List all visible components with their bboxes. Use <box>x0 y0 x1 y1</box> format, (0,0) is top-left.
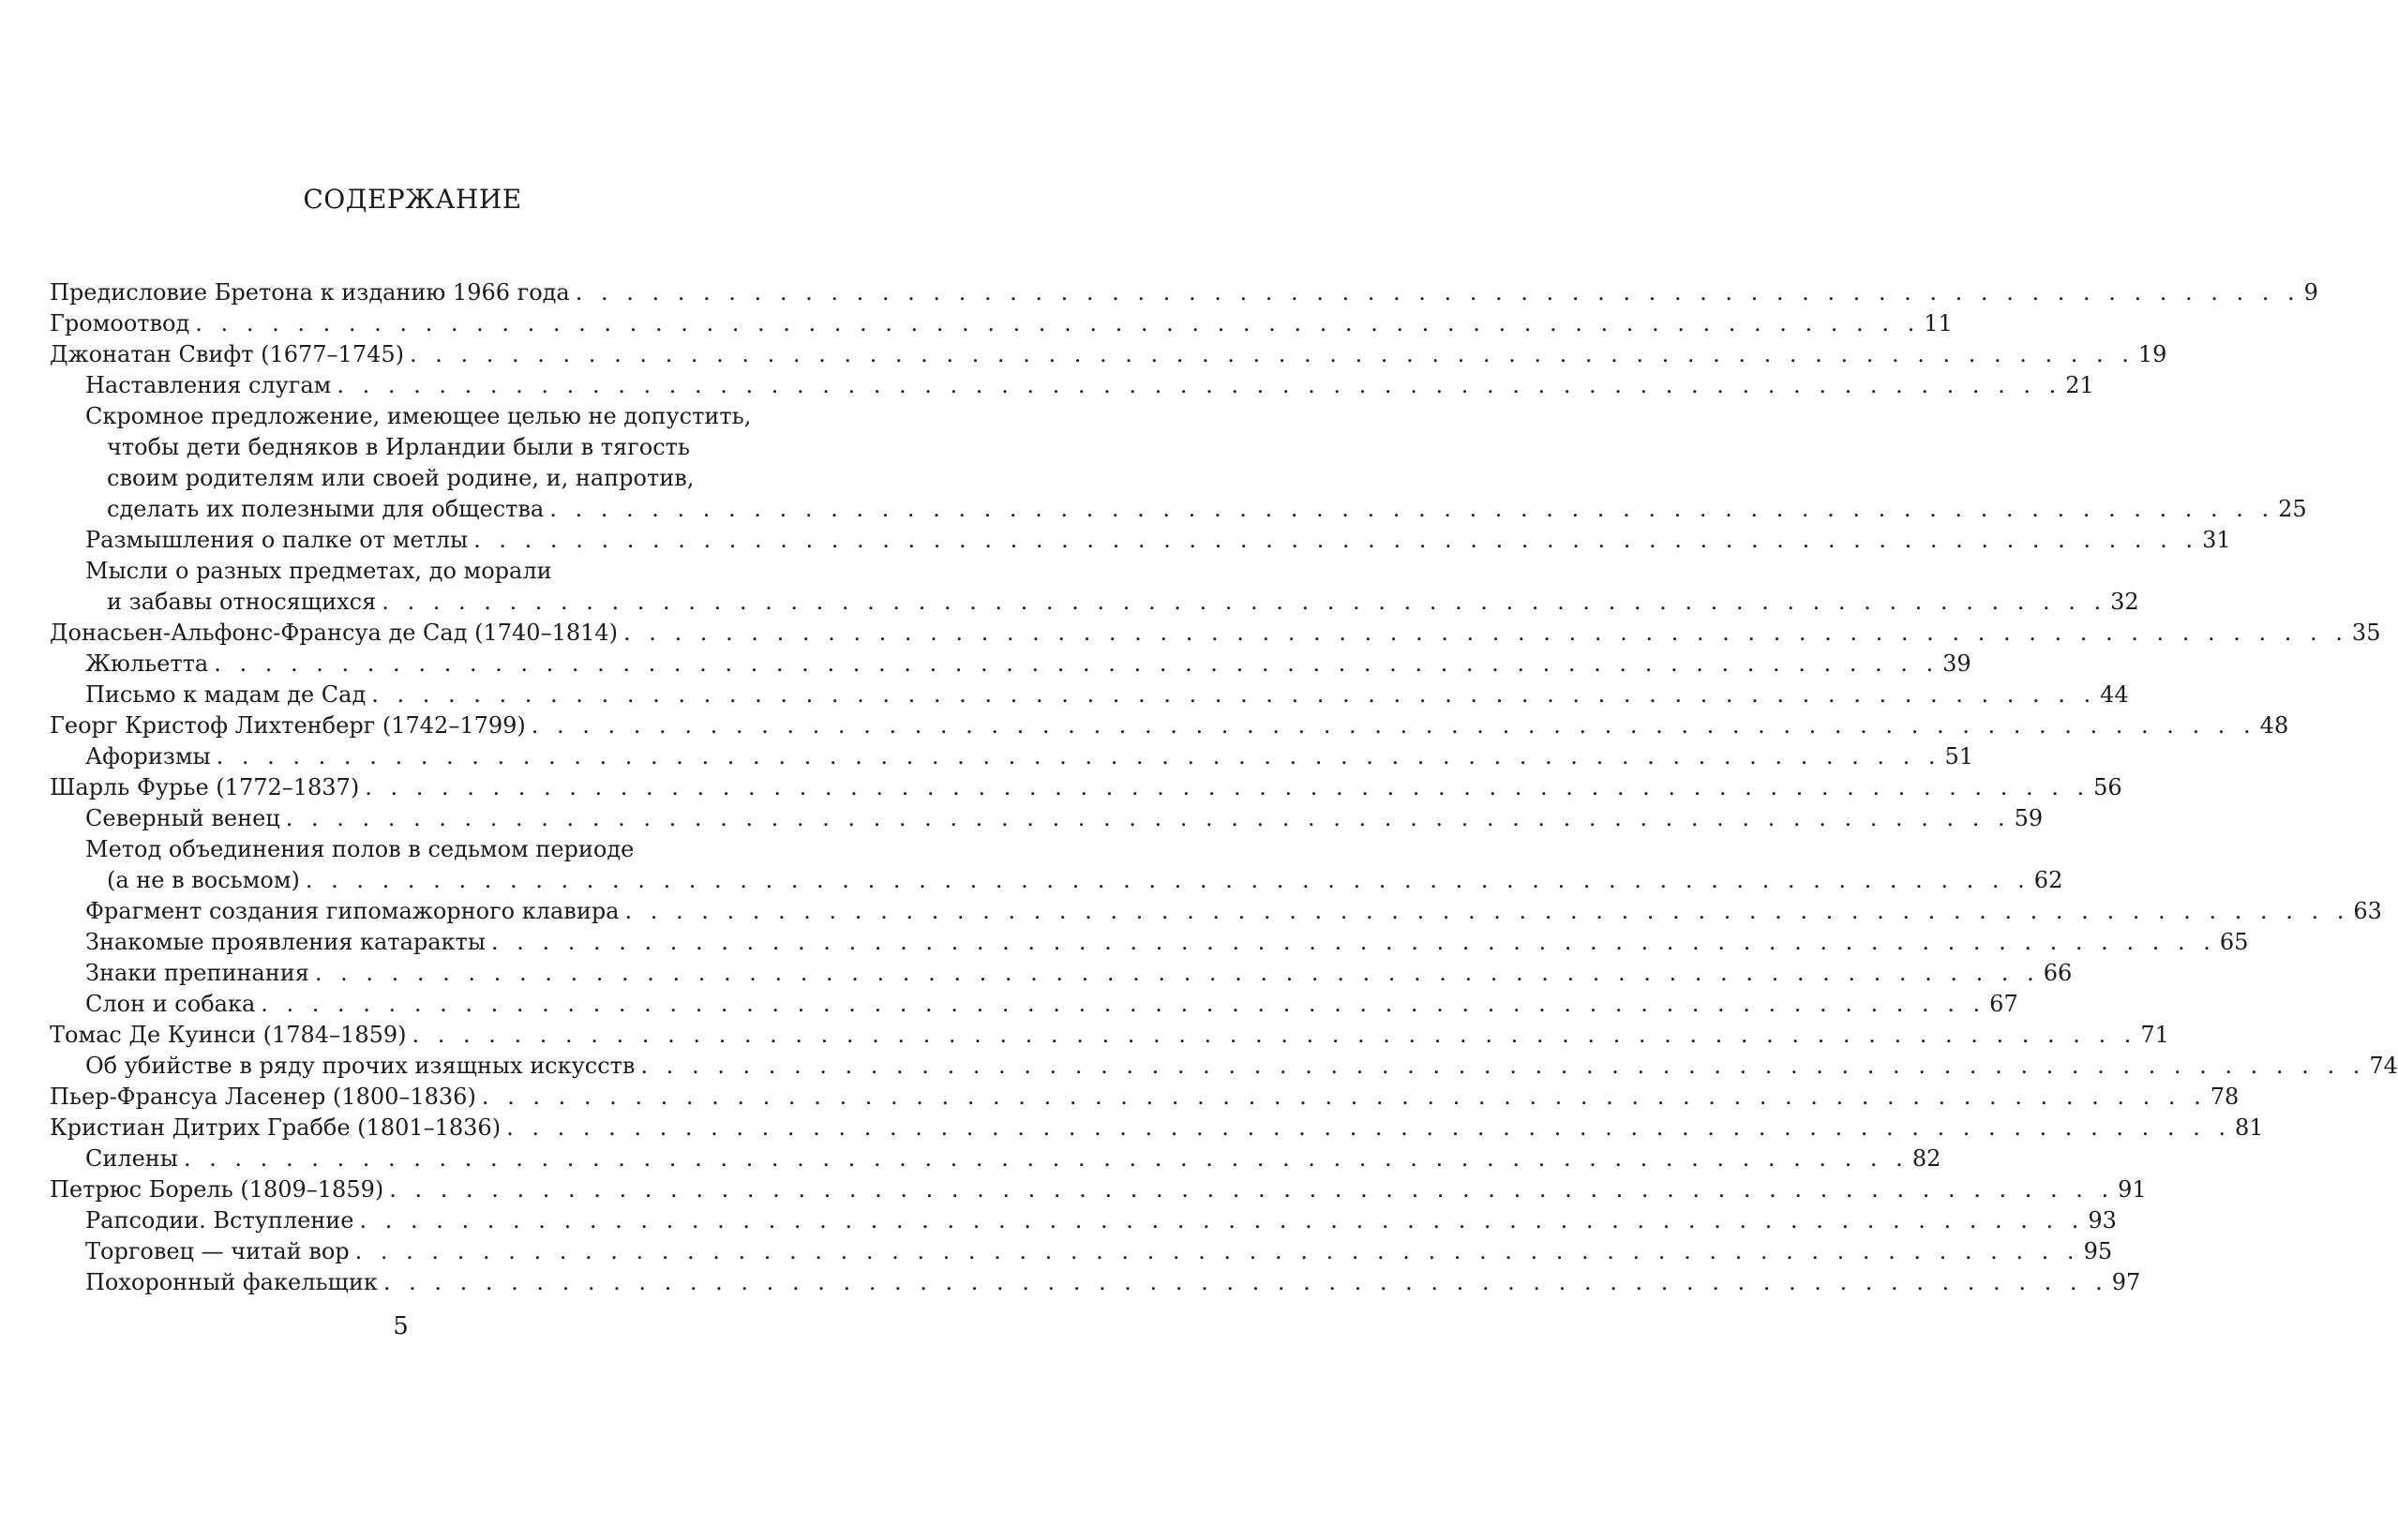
toc-entry-title: Предисловие Бретона к изданию 1966 года <box>50 279 570 306</box>
toc-entry <box>50 370 2094 401</box>
toc-entry-page: 62 <box>2033 867 2063 893</box>
toc-entry-title: (а не в восьмом) <box>107 867 300 893</box>
dot-leader: . . . . . . . . . . . . . . . . . . . . . . . . . . . . . . . . . . . . . . . . . . . . . . . . . . . . . . . . . . . . . . . . . . . . <box>575 279 2301 306</box>
toc-entry <box>50 401 790 432</box>
toc-entry-page: 59 <box>2014 805 2044 831</box>
toc-entry-title: Торговец — читай вор <box>85 1238 350 1264</box>
dot-leader: . . . . . . . . . . . . . . . . . . . . . . . . . . . . . . . . . . . . . . . . . . . . . . . . . . . . . . . . . . . . . . . . . . . . <box>549 496 2275 522</box>
dot-leader: . . . . . . . . . . . . . . . . . . . . . . . . . . . . . . . . . . . . . . . . . . . . . . . . . . . . . . . . . . . . . . . . . . . . <box>261 991 1986 1017</box>
toc-entry <box>50 896 2382 927</box>
toc-entry <box>50 463 790 494</box>
dot-leader: . . . . . . . . . . . . . . . . . . . . . . . . . . . . . . . . . . . . . . . . . . . . . . . . . . . . . . . . . . . . . . . . . . . . <box>640 1053 2366 1079</box>
toc-entry <box>50 587 2139 618</box>
toc-entry <box>50 308 1953 339</box>
toc-entry <box>50 803 2044 834</box>
toc-entry-title: Письмо к мадам де Сад <box>85 681 367 708</box>
dot-leader: . . . . . . . . . . . . . . . . . . . . . . . . . . . . . . . . . . . . . . . . . . . . . . . . . . . . . . . . . . . . . . . . . . . . <box>473 527 2199 553</box>
toc-entry-title: Жюльетта <box>85 650 209 677</box>
toc-entry-title: Северный венец <box>85 805 280 831</box>
toc-entry <box>50 927 2249 958</box>
dot-leader: . . . . . . . . . . . . . . . . . . . . . . . . . . . . . . . . . . . . . . . . . . . . . . . . . . . . . . . . . . . . . . . . . . . . <box>354 1238 2080 1264</box>
dot-leader: . . . . . . . . . . . . . . . . . . . . . . . . . . . . . . . . . . . . . . . . . . . . . . . . . . . . . . . . . . . . . . . . . . . . <box>382 589 2107 615</box>
toc-entry-page: 81 <box>2234 1114 2264 1141</box>
toc-entry <box>50 772 2122 803</box>
toc-entry-page: 39 <box>1942 650 1971 677</box>
toc-entry <box>50 865 2063 896</box>
dot-leader: . . . . . . . . . . . . . . . . . . . . . . . . . . . . . . . . . . . . . . . . . . . . . . . . . . . . . . . . . . . . . . . . . . . . <box>216 743 1941 770</box>
toc-entry-title: и забавы относящихся <box>107 589 377 615</box>
toc-entry-page: 65 <box>2219 929 2249 955</box>
toc-entry <box>50 1236 2113 1267</box>
toc-entry-page: 78 <box>2210 1084 2240 1110</box>
toc-entry-title: Знакомые проявления катаракты <box>85 929 486 955</box>
toc-entry-page: 91 <box>2118 1176 2147 1203</box>
toc-entry-page: 97 <box>2111 1269 2141 1295</box>
toc-entry-page: 93 <box>2088 1207 2117 1233</box>
toc-entry-title: Слон и собака <box>85 991 256 1017</box>
toc-entry-page: 44 <box>2100 681 2129 708</box>
toc-entry-title: Мысли о разных предметах, до морали <box>85 558 552 584</box>
toc-entry <box>50 1144 1941 1174</box>
dot-leader: . . . . . . . . . . . . . . . . . . . . . . . . . . . . . . . . . . . . . . . . . . . . . . . . . . . . . . . . . . . . . . . . . . . . <box>481 1084 2207 1110</box>
toc-entry <box>50 556 790 587</box>
toc-entry-title: Рапсодии. Вступление <box>85 1207 354 1233</box>
toc-entry <box>50 277 2318 308</box>
toc-entry-page: 35 <box>2351 620 2381 646</box>
toc-entry-title: Афоризмы <box>85 743 211 770</box>
toc-entry <box>50 958 2073 989</box>
dot-leader: . . . . . . . . . . . . . . . . . . . . . . . . . . . . . . . . . . . . . . . . . . . . . . . . . . . . . . . . . . . . . . . . . . . . <box>285 805 2011 831</box>
dot-leader: . . . . . . . . . . . . . . . . . . . . . . . . . . . . . . . . . . . . . . . . . . . . . . . . . . . . . . . . . . . . . . . . . . . . <box>382 1269 2108 1295</box>
toc-entry-title: Томас Де Куинси (1784–1859) <box>50 1022 407 1048</box>
toc-entry <box>50 741 1974 772</box>
toc-entry-page: 63 <box>2353 898 2382 924</box>
toc-entry <box>50 649 1971 680</box>
toc-entry-title: Силены <box>85 1145 178 1172</box>
toc-entry-title: Донасьен-Альфонс-Франсуа де Сад (1740–1814) <box>50 620 619 646</box>
toc-entry-title: Размышления о палке от метлы <box>85 527 469 553</box>
dot-leader: . . . . . . . . . . . . . . . . . . . . . . . . . . . . . . . . . . . . . . . . . . . . . . . . . . . . . . . . . . . . . . . . . . . . <box>305 867 2031 893</box>
toc-entry-page: 32 <box>2110 589 2139 615</box>
dot-leader: . . . . . . . . . . . . . . . . . . . . . . . . . . . . . . . . . . . . . . . . . . . . . . . . . . . . . . . . . . . . . . . . . . . . <box>337 372 2062 398</box>
toc-entry-title: Пьер-Франсуа Ласенер (1800–1836) <box>50 1084 476 1110</box>
toc-entry <box>50 1020 2169 1051</box>
toc-entry-page: 71 <box>2140 1022 2169 1048</box>
toc-entry-page: 82 <box>1911 1145 1941 1172</box>
toc-entry-title: своим родителям или своей родине, и, напротив, <box>107 465 695 491</box>
dot-leader: . . . . . . . . . . . . . . . . . . . . . . . . . . . . . . . . . . . . . . . . . . . . . . . . . . . . . . . . . . . . . . . . . . . . <box>359 1207 2085 1233</box>
toc-entry <box>50 1051 2398 1082</box>
toc-entry-page: 9 <box>2303 279 2318 306</box>
toc-entry <box>50 710 2289 741</box>
toc-entry <box>50 525 2231 556</box>
toc-entry-title: Фрагмент создания гипомажорного клавира <box>85 898 620 924</box>
toc-entry <box>50 1082 2240 1113</box>
toc-entry <box>50 618 2381 649</box>
dot-leader: . . . . . . . . . . . . . . . . . . . . . . . . . . . . . . . . . . . . . . . . . . . . . . . . . . . . . . . . . . . . . . . . . . . . <box>214 650 1940 677</box>
toc-entry <box>50 1174 2147 1205</box>
toc-entry <box>50 834 790 865</box>
dot-leader: . . . . . . . . . . . . . . . . . . . . . . . . . . . . . . . . . . . . . . . . . . . . . . . . . . . . . . . . . . . . . . . . . . . . <box>412 1022 2137 1048</box>
toc-entry-page: 48 <box>2259 712 2289 739</box>
toc-entry-page: 25 <box>2278 496 2307 522</box>
page-title: СОДЕРЖАНИЕ <box>303 184 522 215</box>
toc-entry-page: 51 <box>1944 743 1974 770</box>
toc-entry-page: 11 <box>1924 310 1953 336</box>
toc-entry <box>50 1113 2264 1144</box>
toc-entry-title: Георг Кристоф Лихтенберг (1742–1799) <box>50 712 526 739</box>
toc-entry <box>50 1267 2141 1298</box>
toc-entry <box>50 680 2129 710</box>
toc-entry-title: Джонатан Свифт (1677–1745) <box>50 341 404 367</box>
dot-leader: . . . . . . . . . . . . . . . . . . . . . . . . . . . . . . . . . . . . . . . . . . . . . . . . . . . . . . . . . . . . . . . . . . . . <box>506 1114 2231 1141</box>
toc-entry-title: Скромное предложение, имеющее целью не допустить, <box>85 403 752 429</box>
dot-leader: . . . . . . . . . . . . . . . . . . . . . . . . . . . . . . . . . . . . . . . . . . . . . . . . . . . . . . . . . . . . . . . . . . . . <box>624 898 2350 924</box>
toc-entry-page: 21 <box>2065 372 2094 398</box>
toc-entry-title: Об убийстве в ряду прочих изящных искусств <box>85 1053 636 1079</box>
toc-entry-page: 95 <box>2083 1238 2113 1264</box>
dot-leader: . . . . . . . . . . . . . . . . . . . . . . . . . . . . . . . . . . . . . . . . . . . . . . . . . . . . . . . . . . . . . . . . . . . . <box>365 774 2091 800</box>
toc-entry <box>50 989 2018 1020</box>
toc-entry-title: Громоотвод <box>50 310 190 336</box>
dot-leader: . . . . . . . . . . . . . . . . . . . . . . . . . . . . . . . . . . . . . . . . . . . . . . . . . . . . . . . . . . . . . . . . . . . . <box>314 960 2040 986</box>
table-of-contents <box>50 277 2398 1298</box>
dot-leader: . . . . . . . . . . . . . . . . . . . . . . . . . . . . . . . . . . . . . . . . . . . . . . . . . . . . . . . . . . . . . . . . . . . . <box>195 310 1921 336</box>
dot-leader: . . . . . . . . . . . . . . . . . . . . . . . . . . . . . . . . . . . . . . . . . . . . . . . . . . . . . . . . . . . . . . . . . . . . <box>531 712 2256 739</box>
toc-entry-page: 74 <box>2369 1053 2398 1079</box>
toc-entry-title: Петрюс Борель (1809–1859) <box>50 1176 384 1203</box>
toc-entry-title: сделать их полезными для общества <box>107 496 545 522</box>
toc-entry-title: Наставления слугам <box>85 372 332 398</box>
toc-entry-title: Кристиан Дитрих Граббе (1801–1836) <box>50 1114 502 1141</box>
toc-entry-page: 67 <box>1989 991 2018 1017</box>
toc-entry <box>50 1205 2117 1236</box>
dot-leader: . . . . . . . . . . . . . . . . . . . . . . . . . . . . . . . . . . . . . . . . . . . . . . . . . . . . . . . . . . . . . . . . . . . . <box>490 929 2216 955</box>
toc-entry <box>50 432 790 463</box>
toc-entry-title: Шарль Фурье (1772–1837) <box>50 774 360 800</box>
toc-entry-title: Метод объединения полов в седьмом периоде <box>85 836 635 862</box>
toc-entry-page: 66 <box>2043 960 2073 986</box>
dot-leader: . . . . . . . . . . . . . . . . . . . . . . . . . . . . . . . . . . . . . . . . . . . . . . . . . . . . . . . . . . . . . . . . . . . . <box>389 1176 2115 1203</box>
toc-entry-page: 19 <box>2137 341 2167 367</box>
toc-entry-title: Похоронный факельщик <box>85 1269 378 1295</box>
toc-entry-title: чтобы дети бедняков в Ирландии были в тягость <box>107 434 690 460</box>
page-number: 5 <box>393 1312 409 1340</box>
toc-entry-page: 31 <box>2202 527 2231 553</box>
dot-leader: . . . . . . . . . . . . . . . . . . . . . . . . . . . . . . . . . . . . . . . . . . . . . . . . . . . . . . . . . . . . . . . . . . . . <box>371 681 2097 708</box>
toc-entry-page: 56 <box>2093 774 2122 800</box>
dot-leader: . . . . . . . . . . . . . . . . . . . . . . . . . . . . . . . . . . . . . . . . . . . . . . . . . . . . . . . . . . . . . . . . . . . . <box>623 620 2348 646</box>
dot-leader: . . . . . . . . . . . . . . . . . . . . . . . . . . . . . . . . . . . . . . . . . . . . . . . . . . . . . . . . . . . . . . . . . . . . <box>410 341 2135 367</box>
toc-entry <box>50 494 2307 525</box>
toc-entry <box>50 339 2167 370</box>
toc-entry-title: Знаки препинания <box>85 960 309 986</box>
dot-leader: . . . . . . . . . . . . . . . . . . . . . . . . . . . . . . . . . . . . . . . . . . . . . . . . . . . . . . . . . . . . . . . . . . . . <box>183 1145 1909 1172</box>
